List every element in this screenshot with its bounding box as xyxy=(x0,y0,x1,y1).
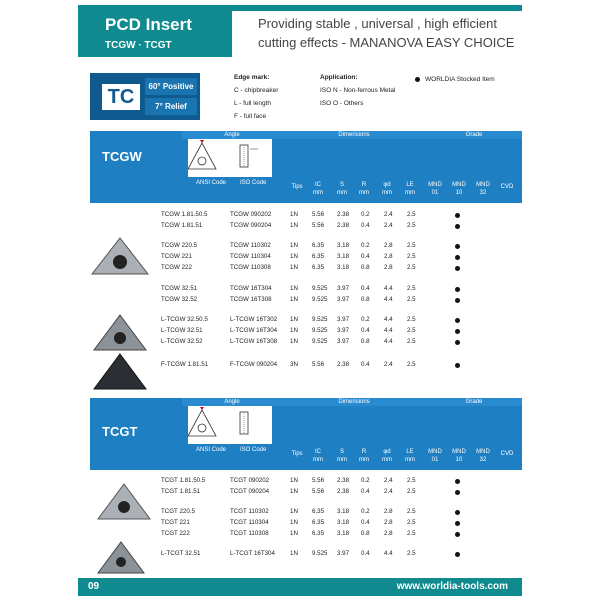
cell-d: 2.4 xyxy=(384,477,393,484)
cell-tips: 1N xyxy=(290,296,298,303)
cell-ic: 6.35 xyxy=(312,519,325,526)
ic-header: IC mm xyxy=(313,182,323,196)
cell-tips: 1N xyxy=(290,222,298,229)
cell-iso: L-TCGW 16T304 xyxy=(230,327,278,334)
insert-drawing xyxy=(188,406,272,444)
table-row xyxy=(90,221,522,231)
cell-iso: TCGW 110304 xyxy=(230,253,271,260)
cell-le: 2.5 xyxy=(407,316,416,323)
cell-le: 2.5 xyxy=(407,530,416,537)
tips-header: Tips xyxy=(291,451,303,457)
grade-mnd01-header: MND 01 xyxy=(428,182,442,196)
r-header: R mm xyxy=(359,182,369,196)
cell-iso: TCGT 090202 xyxy=(230,477,270,484)
cell-iso: L-TCGW 16T302 xyxy=(230,316,278,323)
cell-tips: 1N xyxy=(290,550,298,557)
cell-iso: TCGW 16T308 xyxy=(230,296,272,303)
cell-le: 2.5 xyxy=(407,327,416,334)
table-row xyxy=(90,476,522,486)
dimensions-heading: Dimensions xyxy=(282,398,426,406)
cell-ic: 5.56 xyxy=(312,222,325,229)
cell-s: 2.38 xyxy=(337,222,350,229)
stocked-dot-icon xyxy=(455,287,460,292)
page-number: 09 xyxy=(88,581,100,592)
grade-heading: Grade xyxy=(426,398,522,406)
edge-mark-heading: Edge mark: xyxy=(234,74,270,81)
triangle-insert-icon xyxy=(188,406,272,444)
stocked-dot-icon xyxy=(455,490,460,495)
cell-d: 2.8 xyxy=(384,242,393,249)
tc-angle-tag: 60° Positive xyxy=(145,78,197,95)
cell-s: 2.38 xyxy=(337,488,350,495)
cell-tips: 1N xyxy=(290,477,298,484)
stocked-dot-icon xyxy=(455,213,460,218)
cell-r: 0.2 xyxy=(361,242,370,249)
table-row xyxy=(90,360,522,370)
table-row xyxy=(90,337,522,347)
table-row xyxy=(90,326,522,336)
stocked-dot-icon xyxy=(455,266,460,271)
cell-iso: TCGW 110308 xyxy=(230,264,271,271)
cell-ic: 9.525 xyxy=(312,550,328,557)
cell-le: 2.5 xyxy=(407,253,416,260)
cell-s: 3.97 xyxy=(337,327,350,334)
stocked-dot-icon xyxy=(455,510,460,515)
grade-heading: Grade xyxy=(426,131,522,139)
phid-header: φd mm xyxy=(382,449,392,463)
cell-ansi: TCGT 220.5 xyxy=(161,508,195,515)
cell-tips: 1N xyxy=(290,519,298,526)
grade-mnd32-header: MND 32 xyxy=(476,182,490,196)
cell-le: 2.5 xyxy=(407,338,416,345)
cell-tips: 1N xyxy=(290,242,298,249)
cell-tips: 1N xyxy=(290,327,298,334)
cell-r: 0.8 xyxy=(361,264,370,271)
cell-r: 0.8 xyxy=(361,530,370,537)
stocked-legend: WORLDIA Stocked Item xyxy=(425,76,495,83)
stocked-dot-icon xyxy=(455,521,460,526)
cell-r: 0.8 xyxy=(361,338,370,345)
cell-d: 4.4 xyxy=(384,338,393,345)
cell-iso: L-TCGW 16T308 xyxy=(230,338,278,345)
cell-d: 2.4 xyxy=(384,222,393,229)
cell-le: 2.5 xyxy=(407,222,416,229)
cell-iso: TCGT 110304 xyxy=(230,519,269,526)
stocked-dot-icon xyxy=(455,479,460,484)
tips-header: Tips xyxy=(291,184,303,190)
s-header: S mm xyxy=(337,182,347,196)
table-row xyxy=(90,487,522,497)
cell-ic: 5.56 xyxy=(312,361,325,368)
edge-mark-legend xyxy=(234,71,278,123)
angle-heading: Angle xyxy=(182,398,282,406)
table-row xyxy=(90,549,522,559)
cell-r: 0.8 xyxy=(361,296,370,303)
cell-le: 2.5 xyxy=(407,242,416,249)
cell-tips: 1N xyxy=(290,530,298,537)
page-title: PCD Insert xyxy=(105,15,192,34)
f-tcgw-insert-image xyxy=(92,352,147,392)
phid-header: φd mm xyxy=(382,182,392,196)
cell-s: 3.18 xyxy=(337,519,350,526)
cell-d: 2.4 xyxy=(384,211,393,218)
cell-ansi: TCGT 221 xyxy=(161,519,190,526)
cell-r: 0.4 xyxy=(361,550,370,557)
cell-tips: 1N xyxy=(290,253,298,260)
cell-ic: 6.35 xyxy=(312,530,325,537)
stocked-dot-icon xyxy=(455,318,460,323)
cell-r: 0.2 xyxy=(361,477,370,484)
table-row xyxy=(90,529,522,539)
cell-ic: 6.35 xyxy=(312,508,325,515)
page-subtitle: TCGW · TCGT xyxy=(105,40,172,51)
tcgt-insert-image xyxy=(96,482,151,522)
cell-ansi: L-TCGW 32.51 xyxy=(161,327,203,334)
table-row xyxy=(90,315,522,325)
dimensions-heading: Dimensions xyxy=(282,131,426,139)
triangle-insert-icon xyxy=(188,139,272,177)
grade-cvd-header: CVD xyxy=(500,451,514,457)
cell-d: 2.8 xyxy=(384,530,393,537)
insert-drawing xyxy=(188,139,272,177)
table-row xyxy=(90,284,522,294)
cell-iso: TCGW 110302 xyxy=(230,242,271,249)
cell-tips: 1N xyxy=(290,211,298,218)
tcgw-table-header xyxy=(90,131,522,203)
cell-r: 0.2 xyxy=(361,211,370,218)
application-heading: Application: xyxy=(320,74,358,81)
table-row xyxy=(90,295,522,305)
grade-mnd01-header: MND 01 xyxy=(428,449,442,463)
cell-ic: 5.56 xyxy=(312,211,325,218)
table-row xyxy=(90,252,522,262)
grade-cvd-header: CVD xyxy=(500,184,514,190)
cell-ansi: TCGW 1.81.51 xyxy=(161,222,203,229)
cell-iso: L-TCGT 16T304 xyxy=(230,550,275,557)
s-header: S mm xyxy=(337,449,347,463)
cell-ansi: TCGW 221 xyxy=(161,253,192,260)
cell-ic: 5.56 xyxy=(312,488,325,495)
cell-r: 0.2 xyxy=(361,316,370,323)
cell-r: 0.4 xyxy=(361,488,370,495)
tcgw-family-label: TCGW xyxy=(102,149,142,164)
cell-d: 2.4 xyxy=(384,361,393,368)
cell-iso: TCGT 090204 xyxy=(230,488,270,495)
cell-s: 3.18 xyxy=(337,530,350,537)
application-item: ISO N - Non-ferrous Metal xyxy=(320,87,396,94)
tc-code: TC xyxy=(102,84,140,110)
cell-ic: 5.56 xyxy=(312,477,325,484)
cell-ansi: TCGW 32.51 xyxy=(161,285,198,292)
table-row xyxy=(90,210,522,220)
cell-iso: TCGW 090202 xyxy=(230,211,272,218)
cell-d: 2.4 xyxy=(384,488,393,495)
cell-ic: 6.35 xyxy=(312,242,325,249)
cell-le: 2.5 xyxy=(407,508,416,515)
cell-iso: TCGW 16T304 xyxy=(230,285,272,292)
stocked-dot-icon xyxy=(455,532,460,537)
grade-mnd10-header: MND 10 xyxy=(452,182,466,196)
cell-r: 0.4 xyxy=(361,361,370,368)
grade-mnd32-header: MND 32 xyxy=(476,449,490,463)
cell-iso: TCGT 110308 xyxy=(230,530,269,537)
cell-s: 3.18 xyxy=(337,253,350,260)
cell-r: 0.4 xyxy=(361,222,370,229)
angle-heading: Angle xyxy=(182,131,282,139)
cell-tips: 3N xyxy=(290,361,298,368)
cell-ansi: TCGW 1.81.50.5 xyxy=(161,211,208,218)
le-header: LE mm xyxy=(405,449,415,463)
cell-d: 4.4 xyxy=(384,285,393,292)
cell-tips: 1N xyxy=(290,316,298,323)
cell-r: 0.4 xyxy=(361,519,370,526)
cell-s: 3.97 xyxy=(337,338,350,345)
cell-tips: 1N xyxy=(290,264,298,271)
cell-r: 0.4 xyxy=(361,285,370,292)
application-legend xyxy=(320,71,396,110)
cell-ansi: F-TCGW 1.81.51 xyxy=(161,361,209,368)
cell-d: 2.8 xyxy=(384,264,393,271)
tagline-line-2: cutting effects - MANANOVA EASY CHOICE xyxy=(258,35,515,50)
stocked-dot-icon xyxy=(455,329,460,334)
ansi-code-label: ANSI Code xyxy=(196,180,227,186)
tcgt-table-header xyxy=(90,398,522,470)
cell-le: 2.5 xyxy=(407,296,416,303)
cell-s: 3.97 xyxy=(337,316,350,323)
cell-d: 4.4 xyxy=(384,296,393,303)
cell-ic: 9.525 xyxy=(312,316,328,323)
tagline xyxy=(258,14,514,52)
stocked-dot-icon xyxy=(455,244,460,249)
cell-ic: 6.35 xyxy=(312,264,325,271)
cell-s: 3.18 xyxy=(337,508,350,515)
cell-ic: 9.525 xyxy=(312,296,328,303)
cell-ic: 9.525 xyxy=(312,327,328,334)
ic-header: IC mm xyxy=(313,449,323,463)
cell-le: 2.5 xyxy=(407,519,416,526)
grade-mnd10-header: MND 10 xyxy=(452,449,466,463)
cell-iso: TCGW 090204 xyxy=(230,222,272,229)
iso-code-label: ISO Code xyxy=(240,447,267,453)
edge-mark-item: C - chipbreaker xyxy=(234,87,279,94)
cell-le: 2.5 xyxy=(407,550,416,557)
cell-iso: F-TCGW 090204 xyxy=(230,361,278,368)
stocked-dot-icon xyxy=(455,552,460,557)
cell-s: 2.38 xyxy=(337,361,350,368)
tc-relief-tag: 7° Relief xyxy=(145,98,197,115)
cell-le: 2.5 xyxy=(407,264,416,271)
cell-tips: 1N xyxy=(290,508,298,515)
cell-le: 2.5 xyxy=(407,285,416,292)
cell-le: 2.5 xyxy=(407,361,416,368)
cell-le: 2.5 xyxy=(407,477,416,484)
header-band xyxy=(232,5,522,11)
tagline-line-1: Providing stable , universal , high efficient xyxy=(258,16,497,31)
cell-ansi: L-TCGW 32.52 xyxy=(161,338,203,345)
cell-r: 0.4 xyxy=(361,327,370,334)
cell-tips: 1N xyxy=(290,338,298,345)
l-tcgw-insert-image xyxy=(92,313,147,353)
table-row xyxy=(90,241,522,251)
tcgt-family-label: TCGT xyxy=(102,424,138,439)
cell-d: 2.8 xyxy=(384,508,393,515)
cell-d: 4.4 xyxy=(384,327,393,334)
cell-s: 3.97 xyxy=(337,296,350,303)
cell-s: 3.18 xyxy=(337,264,350,271)
table-row xyxy=(90,263,522,273)
cell-r: 0.4 xyxy=(361,253,370,260)
tcgw-insert-image xyxy=(90,236,150,278)
cell-le: 2.5 xyxy=(407,211,416,218)
table-row xyxy=(90,518,522,528)
cell-ansi: TCGW 220.5 xyxy=(161,242,198,249)
footer xyxy=(78,578,522,596)
cell-tips: 1N xyxy=(290,285,298,292)
cell-d: 4.4 xyxy=(384,316,393,323)
stocked-dot-icon xyxy=(415,77,420,82)
stocked-dot-icon xyxy=(455,224,460,229)
cell-tips: 1N xyxy=(290,488,298,495)
cell-d: 2.8 xyxy=(384,253,393,260)
cell-d: 2.8 xyxy=(384,519,393,526)
cell-s: 3.18 xyxy=(337,242,350,249)
tc-shape-box xyxy=(90,73,200,120)
le-header: LE mm xyxy=(405,182,415,196)
cell-d: 4.4 xyxy=(384,550,393,557)
cell-ansi: TCGW 222 xyxy=(161,264,192,271)
r-header: R mm xyxy=(359,449,369,463)
cell-ic: 9.525 xyxy=(312,285,328,292)
cell-ansi: TCGT 1.81.51 xyxy=(161,488,201,495)
stocked-dot-icon xyxy=(455,363,460,368)
cell-ic: 6.35 xyxy=(312,253,325,260)
ansi-code-label: ANSI Code xyxy=(196,447,227,453)
cell-ansi: L-TCGT 32.51 xyxy=(161,550,201,557)
cell-r: 0.2 xyxy=(361,508,370,515)
stocked-dot-icon xyxy=(455,298,460,303)
l-tcgt-insert-image xyxy=(96,540,146,576)
stocked-dot-icon xyxy=(455,255,460,260)
cell-ansi: TCGW 32.52 xyxy=(161,296,198,303)
application-item: ISO O - Others xyxy=(320,100,364,107)
cell-iso: TCGT 110302 xyxy=(230,508,269,515)
cell-s: 2.38 xyxy=(337,477,350,484)
table-row xyxy=(90,507,522,517)
cell-s: 2.38 xyxy=(337,211,350,218)
cell-ic: 9.525 xyxy=(312,338,328,345)
edge-mark-item: F - full face xyxy=(234,113,267,120)
cell-ansi: L-TCGW 32.50.5 xyxy=(161,316,208,323)
stocked-dot-icon xyxy=(455,340,460,345)
cell-ansi: TCGT 222 xyxy=(161,530,190,537)
cell-ansi: TCGT 1.81.50.5 xyxy=(161,477,206,484)
cell-s: 3.97 xyxy=(337,285,350,292)
website-link[interactable]: www.worldia-tools.com xyxy=(396,581,508,592)
iso-code-label: ISO Code xyxy=(240,180,267,186)
title-block xyxy=(78,5,232,57)
cell-le: 2.5 xyxy=(407,488,416,495)
cell-s: 3.97 xyxy=(337,550,350,557)
edge-mark-item: L - full length xyxy=(234,100,271,107)
